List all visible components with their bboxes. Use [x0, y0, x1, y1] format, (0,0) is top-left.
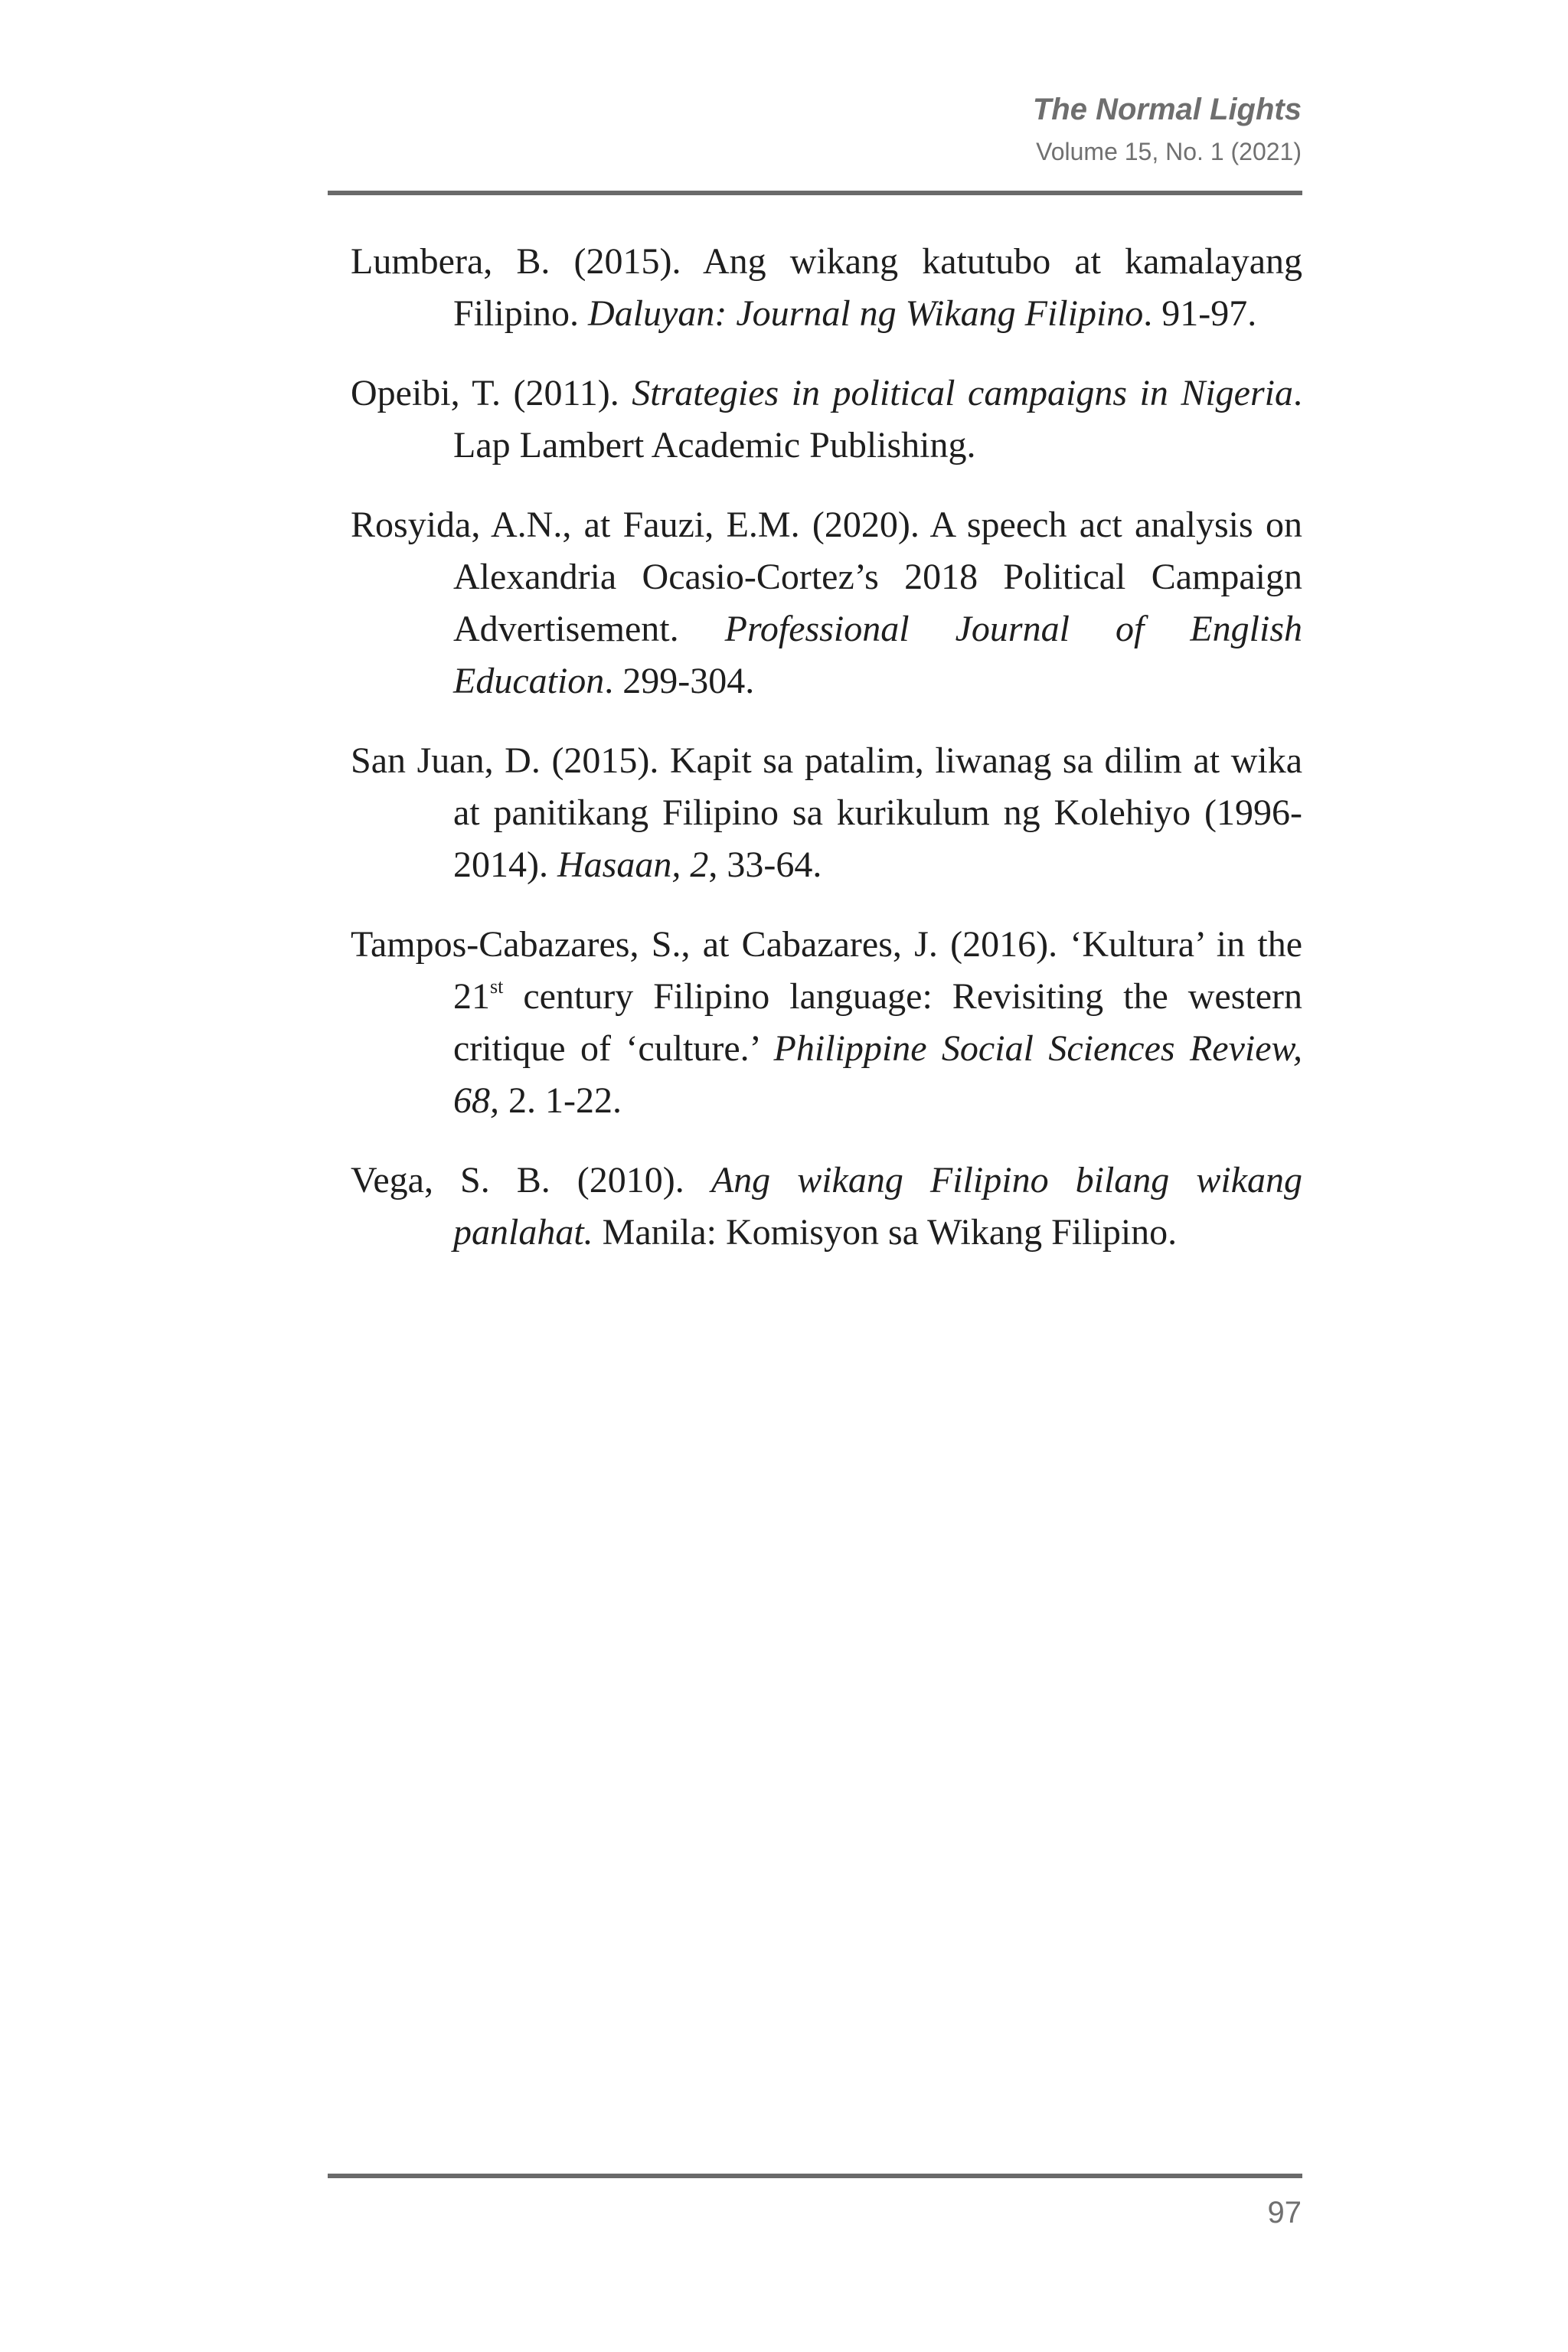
reference-entry [351, 919, 1302, 1127]
footer-divider [328, 2174, 1302, 2178]
reference-list [351, 236, 1302, 1286]
header-divider [328, 191, 1302, 195]
reference-text: Lumbera, B. (2015). Ang wikang katutubo at kamalayang Filipino. [351, 241, 1302, 334]
reference-text: Vega, S. B. (2010). [351, 1160, 711, 1200]
reference-source: Professional Journal of English Education [453, 609, 1302, 701]
reference-pages: Manila: Komisyon sa Wikang Filipino. [593, 1212, 1178, 1253]
reference-source: Daluyan: Journal ng Wikang Filipino [588, 293, 1144, 334]
reference-text-continued: century Filipino language: Revisiting the western critique of ‘culture.’ [453, 976, 1302, 1069]
reference-pages: . 299-304. [604, 661, 755, 701]
reference-source: Strategies in political campaigns in Nigeria [632, 373, 1293, 413]
reference-source: Philippine Social Sciences Review, 68, [453, 1028, 1302, 1121]
reference-entry [351, 499, 1302, 707]
reference-source: Ang wikang Filipino bilang wikang panlahat. [453, 1160, 1302, 1253]
reference-entry [351, 368, 1302, 472]
reference-pages: , 33-64. [708, 844, 822, 885]
reference-entry [351, 236, 1302, 340]
reference-entry [351, 735, 1302, 891]
volume-info: Volume 15, No. 1 (2021) [1036, 138, 1302, 165]
reference-pages: . Lap Lambert Academic Publishing. [453, 373, 1302, 466]
reference-text: San Juan, D. (2015). Kapit sa patalim, liwanag sa dilim at wika at panitikang Filipino sa kurikulum ng Kolehiyo (1996-2014). [351, 740, 1302, 885]
reference-text: Tampos-Cabazares, S., at Cabazares, J. (2016). ‘Kultura’ in the 21 [351, 924, 1302, 1017]
running-header [1033, 90, 1302, 168]
reference-text: Rosyida, A.N., at Fauzi, E.M. (2020). A speech act analysis on Alexandria Ocasio-Cortez’s 2018 Political Campaign Advertisement. [351, 505, 1302, 649]
reference-entry [351, 1155, 1302, 1259]
reference-source: Hasaan, 2 [557, 844, 709, 885]
ordinal-suffix: st [490, 975, 504, 998]
page-number: 97 [1267, 2196, 1302, 2230]
journal-title: The Normal Lights [1032, 93, 1302, 126]
reference-text: Opeibi, T. (2011). [351, 373, 632, 413]
reference-pages: 2. 1-22. [499, 1080, 622, 1121]
reference-pages: . 91-97. [1143, 293, 1257, 334]
